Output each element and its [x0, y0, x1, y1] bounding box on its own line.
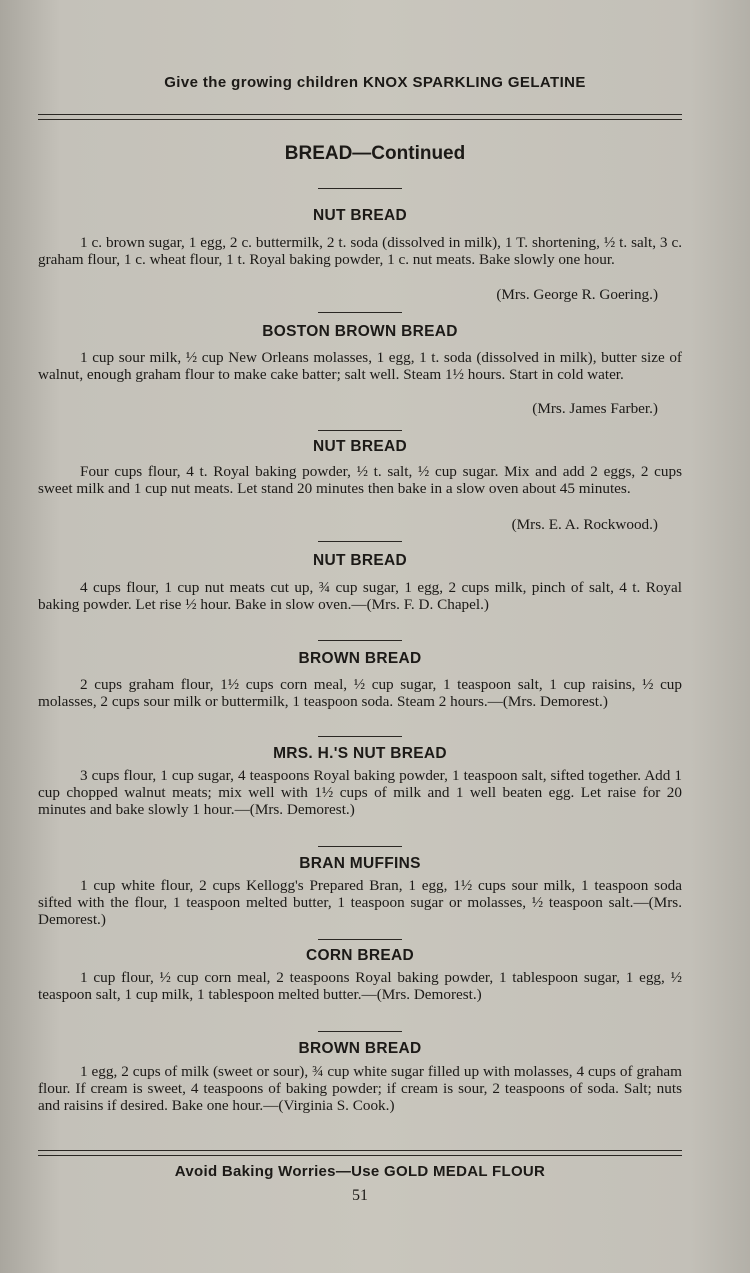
- recipe-attribution: (Mrs. E. A. Rockwood.): [511, 516, 658, 533]
- recipe-attribution: (Mrs. George R. Goering.): [496, 286, 658, 303]
- recipe-title: MRS. H.'S NUT BREAD: [273, 745, 447, 762]
- recipe-body: 4 cups flour, 1 cup nut meats cut up, ¾ cup sugar, 1 egg, 2 cups milk, pinch of salt, 4 t. Royal baking powder. Let rise ½ hour. Bake in slow oven.—(Mrs. F. D. Chapel.): [38, 579, 682, 613]
- recipe-divider: [318, 640, 402, 641]
- recipe-divider: [318, 430, 402, 431]
- recipe-title: BROWN BREAD: [298, 1040, 422, 1057]
- recipe-body: 2 cups graham flour, 1½ cups corn meal, ½ cup sugar, 1 teaspoon salt, 1 cup raisins, ½ cup molasses, 2 cups sour milk or buttermilk, 1 teaspoon soda. Steam 2 hours.—(Mrs. Demorest.): [38, 676, 682, 710]
- recipe-title: BRAN MUFFINS: [299, 855, 421, 872]
- header-advertisement: Give the growing children KNOX SPARKLING GELATINE: [164, 74, 586, 91]
- recipe-title: NUT BREAD: [313, 552, 407, 569]
- recipe-body: 1 c. brown sugar, 1 egg, 2 c. buttermilk, 2 t. soda (dissolved in milk), 1 T. shortening, ½ t. salt, 3 c. graham flour, 1 c. wheat flour, 1 t. Royal baking powder, 1 c. nut meats. Bake slowly one hour.: [38, 234, 682, 268]
- footer-double-rule: [38, 1150, 682, 1156]
- recipe-divider: [318, 1031, 402, 1032]
- recipe-divider: [318, 541, 402, 542]
- recipe-title: BOSTON BROWN BREAD: [262, 323, 458, 340]
- recipe-title: NUT BREAD: [313, 207, 407, 224]
- recipe-divider: [318, 939, 402, 940]
- recipe-body: 3 cups flour, 1 cup sugar, 4 teaspoons Royal baking powder, 1 teaspoon salt, sifted together. Add 1 cup chopped walnut meats; mix well with 1½ cups of milk and 1 well beaten egg. Let raise for 20 minutes and bake slowly 1 hour.—(Mrs. Demorest.): [38, 767, 682, 818]
- recipe-divider: [318, 736, 402, 737]
- recipe-title: NUT BREAD: [313, 438, 407, 455]
- recipe-divider: [318, 846, 402, 847]
- title-divider: [318, 188, 402, 189]
- footer-advertisement: Avoid Baking Worries—Use GOLD MEDAL FLOUR: [174, 1163, 546, 1180]
- page-title: BREAD—Continued: [284, 143, 466, 164]
- recipe-title: CORN BREAD: [305, 947, 415, 964]
- header-double-rule: [38, 114, 682, 120]
- recipe-title: BROWN BREAD: [298, 650, 422, 667]
- recipe-body: 1 cup white flour, 2 cups Kellogg's Prepared Bran, 1 egg, 1½ cups sour milk, 1 teaspoon soda sifted with the flour, 1 teaspoon melted butter, 1 teaspoon sugar or molasses, ½ teaspoon salt.—(Mrs. Demorest.): [38, 877, 682, 928]
- page-number: 51: [352, 1187, 368, 1204]
- recipe-attribution: (Mrs. James Farber.): [532, 400, 658, 417]
- recipe-divider: [318, 312, 402, 313]
- recipe-body: Four cups flour, 4 t. Royal baking powder, ½ t. salt, ½ cup sugar. Mix and add 2 eggs, 2 cups sweet milk and 1 cup nut meats. Let stand 20 minutes then bake in a slow oven about 45 minutes.: [38, 463, 682, 497]
- recipe-body: 1 cup flour, ½ cup corn meal, 2 teaspoons Royal baking powder, 1 tablespoon sugar, 1 egg, ½ teaspoon salt, 1 cup milk, 1 tablespoon melted butter.—(Mrs. Demorest.): [38, 969, 682, 1003]
- recipe-body: 1 cup sour milk, ½ cup New Orleans molasses, 1 egg, 1 t. soda (dissolved in milk), butter size of walnut, enough graham flour to make cake batter; salt well. Steam 1½ hours. Start in cold water.: [38, 349, 682, 383]
- recipe-body: 1 egg, 2 cups of milk (sweet or sour), ¾ cup white sugar filled up with molasses, 4 cups of graham flour. If cream is sweet, 4 teaspoons of baking powder; if cream is sour, 2 teaspoons of soda. Salt; nuts and raisins if desired. Bake one hour.—(Virginia S. Cook.): [38, 1063, 682, 1114]
